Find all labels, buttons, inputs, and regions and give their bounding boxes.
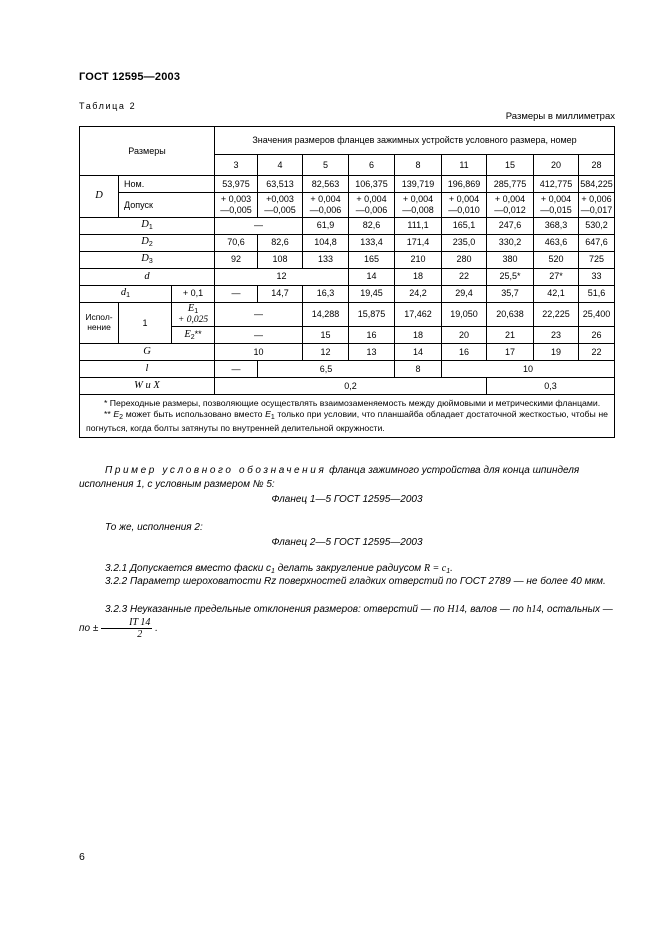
value-cell: 8 xyxy=(395,155,442,176)
designation-1: Фланец 1—5 ГОСТ 12595—2003 xyxy=(271,494,423,505)
value-cell: 53,975 xyxy=(215,176,258,193)
value-cell: 19,45 xyxy=(349,285,395,302)
value-cell: 28 xyxy=(579,155,615,176)
value-cell: 210 xyxy=(395,251,442,268)
same-execution-2: То же, исполнения 2: xyxy=(105,522,203,533)
value-cell: 412,775 xyxy=(534,176,579,193)
designation-2: Фланец 2—5 ГОСТ 12595—2003 xyxy=(271,537,423,548)
value-cell: 12 xyxy=(303,344,349,361)
value-cell: 22 xyxy=(579,344,615,361)
value-cell: 22,225 xyxy=(534,302,579,327)
units-note: Размеры в миллиметрах xyxy=(505,111,615,122)
clause-3-2-3: 3.2.3 Неуказанные предельные отклонения размеров: отверстий — по H14, валов — по h14, остальных — по ± $\frac{IT 14}{2}$ . xyxy=(79,604,613,640)
label-tolerance: Допуск xyxy=(119,193,215,218)
value-cell: 520 xyxy=(534,251,579,268)
value-cell: 21 xyxy=(487,327,534,344)
value-cell: 14,288 xyxy=(303,302,349,327)
value-cell: 6 xyxy=(349,155,395,176)
value-cell: 584,225 xyxy=(579,176,615,193)
value-cell: 380 xyxy=(487,251,534,268)
value-cell: 111,1 xyxy=(395,217,442,234)
clause-3-2-2: 3.2.2 Параметр шероховатости Rz поверхностей гладких отверстий по ГОСТ 2789 — не более 40 мкм. xyxy=(105,576,606,587)
cell-l-2: 8 xyxy=(395,361,442,378)
row-d1 xyxy=(80,285,615,302)
d1-tolerance: + 0,1 xyxy=(172,285,215,302)
tolerance-cell: + 0,004 —0,015 xyxy=(534,193,579,218)
tolerance-cell: + 0,004 —0,008 xyxy=(395,193,442,218)
value-cell: 82,563 xyxy=(303,176,349,193)
row-D3 xyxy=(80,251,615,268)
value-cell: 19,050 xyxy=(442,302,487,327)
symbol-D: D xyxy=(80,176,119,218)
symbol-WX: W и X xyxy=(80,378,215,395)
value-cell: 133 xyxy=(303,251,349,268)
value-cell: 463,6 xyxy=(534,234,579,251)
value-cell: 368,3 xyxy=(534,217,579,234)
execution-number: 1 xyxy=(119,302,172,344)
row-D-tol xyxy=(80,193,615,218)
footnote-1: * Переходные размеры, позволяющие осуществлять взаимозаменяемость между дюймовыми и метрическими фланцами. xyxy=(104,398,601,409)
value-cell: 106,375 xyxy=(349,176,395,193)
value-cell: 18 xyxy=(395,268,442,285)
row-D2 xyxy=(80,234,615,251)
value-cell: 285,775 xyxy=(487,176,534,193)
value-cell: 3 xyxy=(215,155,258,176)
value-cell: 108 xyxy=(258,251,303,268)
value-cell: 26 xyxy=(579,327,615,344)
symbol-G: G xyxy=(80,344,215,361)
value-cell: 17,462 xyxy=(395,302,442,327)
table-label: Таблица 2 xyxy=(79,101,137,111)
value-cell: 42,1 xyxy=(534,285,579,302)
value-cell: 82,6 xyxy=(349,217,395,234)
symbol-l: l xyxy=(80,361,215,378)
row-E1 xyxy=(80,302,615,327)
value-cell: 725 xyxy=(579,251,615,268)
tolerance-cell: + 0,004 —0,012 xyxy=(487,193,534,218)
value-cell: 14 xyxy=(349,268,395,285)
cell-dash: — xyxy=(215,361,258,378)
symbol-D2: $D_2$ xyxy=(80,234,215,251)
clause-3-2-1: 3.2.1 Допускается вместо фаски $c_1$ делать закругление радиусом $R = c_1$. xyxy=(105,563,453,575)
value-cell: 15 xyxy=(487,155,534,176)
tolerance-cell: + 0,006 —0,017 xyxy=(579,193,615,218)
symbol-D3: $D_3$ xyxy=(80,251,215,268)
cell-dash: — xyxy=(215,217,303,234)
value-cell: 27* xyxy=(534,268,579,285)
row-l xyxy=(80,361,615,378)
value-cell: 235,0 xyxy=(442,234,487,251)
value-cell: 14 xyxy=(395,344,442,361)
value-cell: 92 xyxy=(215,251,258,268)
page-number: 6 xyxy=(79,851,85,863)
value-cell: 16 xyxy=(442,344,487,361)
table-header-row xyxy=(80,127,615,155)
value-cell: 18 xyxy=(395,327,442,344)
flange-dimensions-table xyxy=(79,126,615,438)
value-cell: 530,2 xyxy=(579,217,615,234)
value-cell: 51,6 xyxy=(579,285,615,302)
value-cell: 165 xyxy=(349,251,395,268)
header-values: Значения размеров фланцев зажимных устройств условного размера, номер xyxy=(215,127,615,155)
value-cell: 13 xyxy=(349,344,395,361)
value-cell: 165,1 xyxy=(442,217,487,234)
cell-l-3: 10 xyxy=(442,361,615,378)
label-execution: Испол-нение xyxy=(80,302,119,344)
value-cell: 29,4 xyxy=(442,285,487,302)
row-D-nom xyxy=(80,176,615,193)
cell-dash: — xyxy=(215,327,303,344)
value-cell: 25,400 xyxy=(579,302,615,327)
value-cell: 16,3 xyxy=(303,285,349,302)
value-cell: 15 xyxy=(303,327,349,344)
cell-l-1: 6,5 xyxy=(258,361,395,378)
symbol-d1: $d_1$ xyxy=(80,285,172,302)
value-cell: 20 xyxy=(534,155,579,176)
tolerance-cell: + 0,004 —0,006 xyxy=(349,193,395,218)
value-cell: 22 xyxy=(442,268,487,285)
row-D1 xyxy=(80,217,615,234)
tolerance-cell: + 0,004 —0,010 xyxy=(442,193,487,218)
value-cell: 133,4 xyxy=(349,234,395,251)
symbol-E1: $E_1$ + 0,025 xyxy=(172,302,215,327)
value-cell: 14,7 xyxy=(258,285,303,302)
value-cell: 647,6 xyxy=(579,234,615,251)
tolerance-cell: +0,003 —0,005 xyxy=(258,193,303,218)
value-cell: 5 xyxy=(303,155,349,176)
example-paragraph: Пример условного обозначения фланца зажимного устройства для конца шпинделя исполнения 1, с условным размером № 5: xyxy=(79,465,580,490)
cell-wx-2: 0,3 xyxy=(487,378,615,395)
value-cell: 15,875 xyxy=(349,302,395,327)
row-d xyxy=(80,268,615,285)
value-cell: 19 xyxy=(534,344,579,361)
value-cell: 16 xyxy=(349,327,395,344)
footnote-2: ** $E_2$ может быть использовано вместо $E_1$ только при условии, что планшайба обладает достаточной жесткостью, чтобы не погнуться, когда болты затянуты по внутренней делительной окружности. xyxy=(86,409,608,433)
value-cell: 82,6 xyxy=(258,234,303,251)
symbol-d: d xyxy=(80,268,215,285)
value-cell: 17 xyxy=(487,344,534,361)
value-cell: 20,638 xyxy=(487,302,534,327)
cell-dash: — xyxy=(215,285,258,302)
table-footnotes xyxy=(80,395,615,438)
row-WX xyxy=(80,378,615,395)
value-cell: 35,7 xyxy=(487,285,534,302)
value-cell: 280 xyxy=(442,251,487,268)
value-cell: 25,5* xyxy=(487,268,534,285)
cell-merged: 10 xyxy=(215,344,303,361)
cell-wx-1: 0,2 xyxy=(215,378,487,395)
cell-dash: — xyxy=(215,302,303,327)
value-cell: 247,6 xyxy=(487,217,534,234)
fraction-IT14: $\frac{IT 14}{2}$ xyxy=(101,617,152,640)
value-cell: 104,8 xyxy=(303,234,349,251)
value-cell: 33 xyxy=(579,268,615,285)
cell-merged: 12 xyxy=(215,268,349,285)
value-cell: 24,2 xyxy=(395,285,442,302)
symbol-D1: $D_1$ xyxy=(80,217,215,234)
row-footnotes xyxy=(80,395,615,438)
symbol-E2: $E_2**$ xyxy=(172,327,215,344)
value-cell: 23 xyxy=(534,327,579,344)
value-cell: 139,719 xyxy=(395,176,442,193)
value-cell: 70,6 xyxy=(215,234,258,251)
value-cell: 11 xyxy=(442,155,487,176)
value-cell: 20 xyxy=(442,327,487,344)
value-cell: 4 xyxy=(258,155,303,176)
document-header: ГОСТ 12595—2003 xyxy=(79,71,181,83)
label-nom: Ном. xyxy=(119,176,215,193)
value-cell: 171,4 xyxy=(395,234,442,251)
value-cell: 330,2 xyxy=(487,234,534,251)
value-cell: 63,513 xyxy=(258,176,303,193)
tolerance-cell: + 0,004 —0,006 xyxy=(303,193,349,218)
value-cell: 61,9 xyxy=(303,217,349,234)
value-cell: 196,869 xyxy=(442,176,487,193)
tolerance-cell: + 0,003 —0,005 xyxy=(215,193,258,218)
row-G xyxy=(80,344,615,361)
header-sizes: Размеры xyxy=(80,127,215,176)
